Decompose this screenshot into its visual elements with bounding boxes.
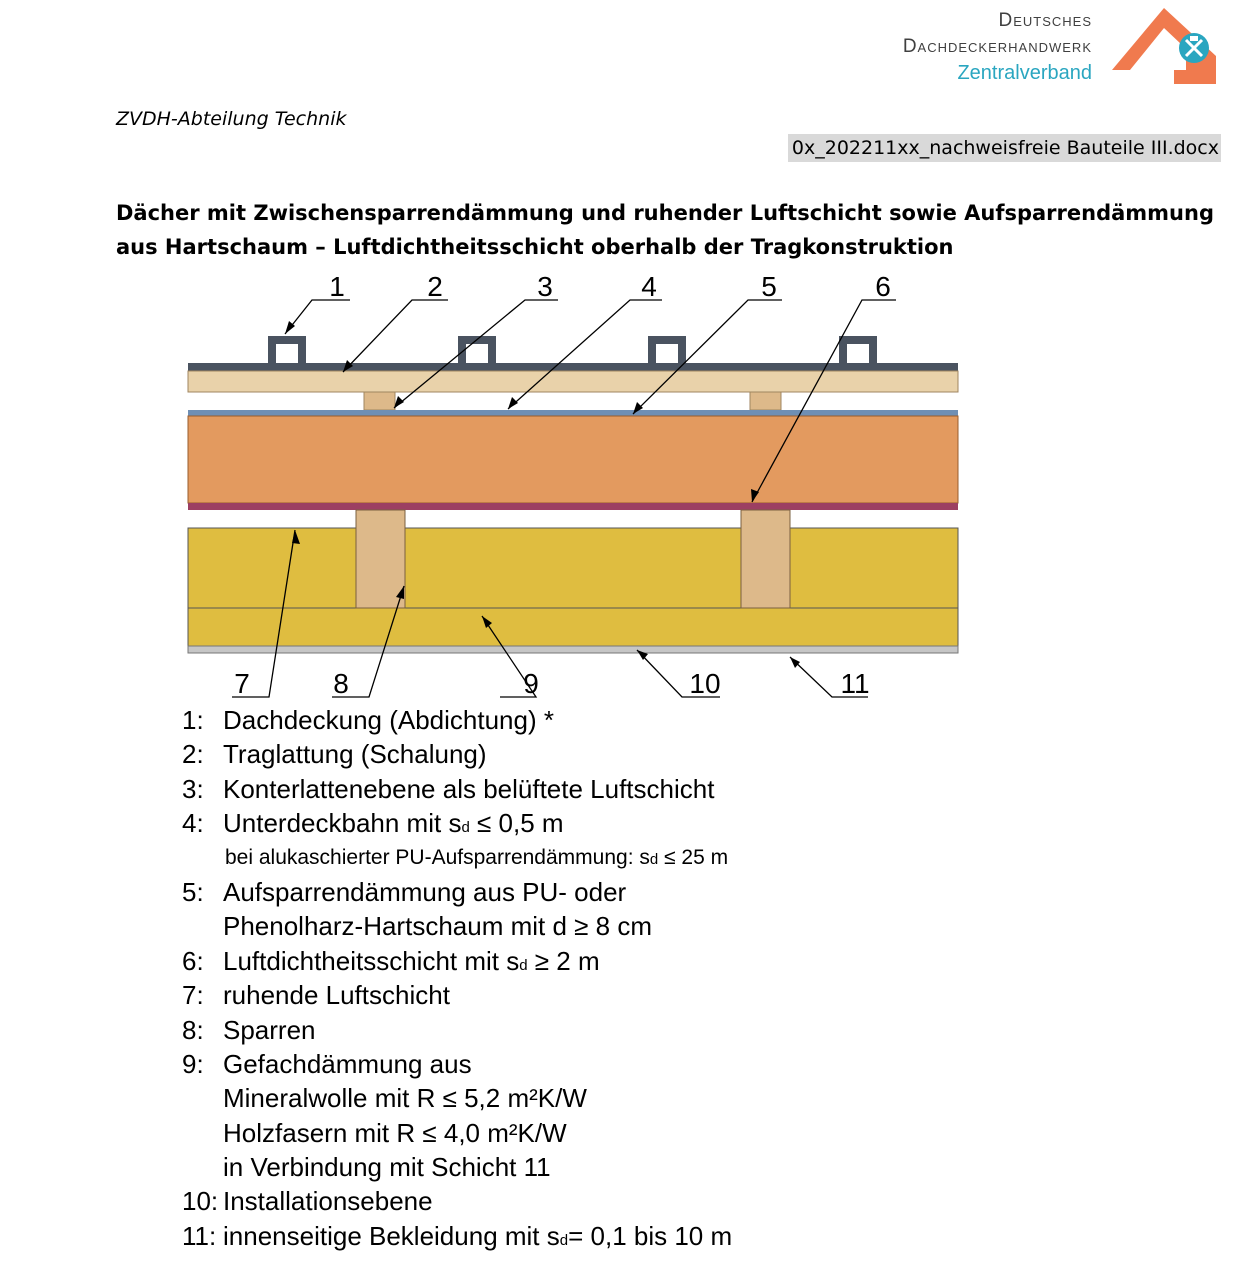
layer-1-covering <box>188 336 958 371</box>
legend-text-part: ≤ 0,5 m <box>469 808 564 839</box>
legend-number: 2: <box>182 739 204 770</box>
legend-text-part: ≥ 2 m <box>527 945 600 976</box>
legend-text-part: bei alukaschierter PU-Aufsparrendämmung: s <box>225 845 650 869</box>
legend-number: 4: <box>182 808 204 839</box>
callout-5: 5 <box>761 271 777 302</box>
layer-3-counter-batten-2 <box>750 392 781 410</box>
callout-6: 6 <box>875 271 891 302</box>
callout-8: 8 <box>333 668 349 699</box>
legend-number: 7: <box>182 980 204 1011</box>
legend-item-4 <box>182 806 732 840</box>
logo-line-2: Dachdeckerhandwerk <box>902 36 1092 57</box>
legend-text-part: = 0,1 bis 10 m <box>568 1220 733 1251</box>
legend-item-10 <box>182 1184 732 1218</box>
legend-item-2 <box>182 737 732 771</box>
page-title: Dächer mit Zwischensparrendämmung und ruhender Luftschicht sowie Aufsparrendämmung aus Hartschaum – Luftdichtheitsschicht oberhalb der Tragkonstruktion <box>116 201 1214 259</box>
legend-text: ruhende Luftschicht <box>223 980 450 1011</box>
layer-5-foam-insulation <box>188 416 958 503</box>
legend-text: Aufsparrendämmung aus PU- oder <box>223 876 627 907</box>
legend-item-5 <box>182 875 732 909</box>
legend-item-9 <box>182 1047 732 1081</box>
layer-4-membrane <box>188 410 958 416</box>
legend <box>182 703 732 1253</box>
legend-number: 1: <box>182 705 204 735</box>
legend-text: Sparren <box>223 1014 316 1045</box>
legend-text: Gefachdämmung aus <box>223 1048 472 1079</box>
legend-text: Traglattung (Schalung) <box>223 739 487 770</box>
legend-text-part: innenseitige Bekleidung mit s <box>223 1220 560 1251</box>
callout-4: 4 <box>641 271 657 302</box>
legend-text <box>223 1219 732 1253</box>
legend-item-4-note <box>182 841 732 875</box>
legend-item-7 <box>182 978 732 1012</box>
callout-1: 1 <box>329 271 345 302</box>
callout-10: 10 <box>689 668 721 699</box>
subscript: d <box>559 1231 569 1249</box>
legend-text: Dachdeckung (Abdichtung) * <box>223 705 554 735</box>
legend-item-1 <box>182 703 732 737</box>
callout-2: 2 <box>427 271 443 302</box>
callout-3: 3 <box>537 271 553 302</box>
logo-line-3: Zentralverband <box>957 62 1092 84</box>
legend-item-3 <box>182 772 732 806</box>
legend-text-part: ≤ 25 m <box>658 845 729 869</box>
layer-6-airtight <box>188 503 958 510</box>
filename-label: 0x_202211xx_nachweisfreie Bauteile III.docx <box>788 134 1221 162</box>
layer-9-insulation <box>188 528 958 608</box>
legend-number: 9: <box>182 1048 204 1079</box>
legend-number: 8: <box>182 1014 204 1045</box>
layer-10-installation <box>188 608 958 646</box>
legend-item-9-cont-3: in Verbindung mit Schicht 11 <box>223 1152 551 1183</box>
legend-text-part: Luftdichtheitsschicht mit s <box>223 945 520 976</box>
subscript: d <box>519 956 528 974</box>
logo-line-1: Deutsches <box>998 10 1092 31</box>
legend-item-8 <box>182 1013 732 1047</box>
legend-text-part: Unterdeckbahn mit s <box>223 808 462 839</box>
layer-8-rafter-2 <box>741 510 790 608</box>
legend-number: 3: <box>182 773 204 804</box>
legend-text: Installationsebene <box>223 1186 433 1217</box>
legend-number: 11: <box>182 1220 217 1251</box>
legend-item-5-cont: Phenolharz-Hartschaum mit d ≥ 8 cm <box>223 911 652 942</box>
callout-9: 9 <box>523 668 539 699</box>
legend-item-9-cont-1: Mineralwolle mit R ≤ 5,2 m²K/W <box>223 1083 587 1114</box>
callout-11: 11 <box>840 668 870 699</box>
department-label: ZVDH-Abteilung Technik <box>116 108 347 130</box>
layer-8-rafter-1 <box>356 510 405 608</box>
subscript: d <box>461 819 470 837</box>
layer-3-counter-batten-1 <box>364 392 395 410</box>
subscript: d <box>649 850 659 868</box>
layer-11-lining <box>188 646 958 653</box>
callout-7: 7 <box>234 668 250 699</box>
legend-item-9-cont-2: Holzfasern mit R ≤ 4,0 m²K/W <box>223 1117 567 1148</box>
legend-number: 10: <box>182 1186 219 1217</box>
legend-text <box>223 944 600 978</box>
legend-item-6 <box>182 944 732 978</box>
legend-text <box>223 806 564 840</box>
legend-number: 5: <box>182 876 204 907</box>
layer-2-battens <box>188 371 958 392</box>
legend-number: 6: <box>182 945 204 976</box>
legend-item-11 <box>182 1219 732 1253</box>
legend-text: Konterlattenebene als belüftete Luftschicht <box>223 773 715 804</box>
